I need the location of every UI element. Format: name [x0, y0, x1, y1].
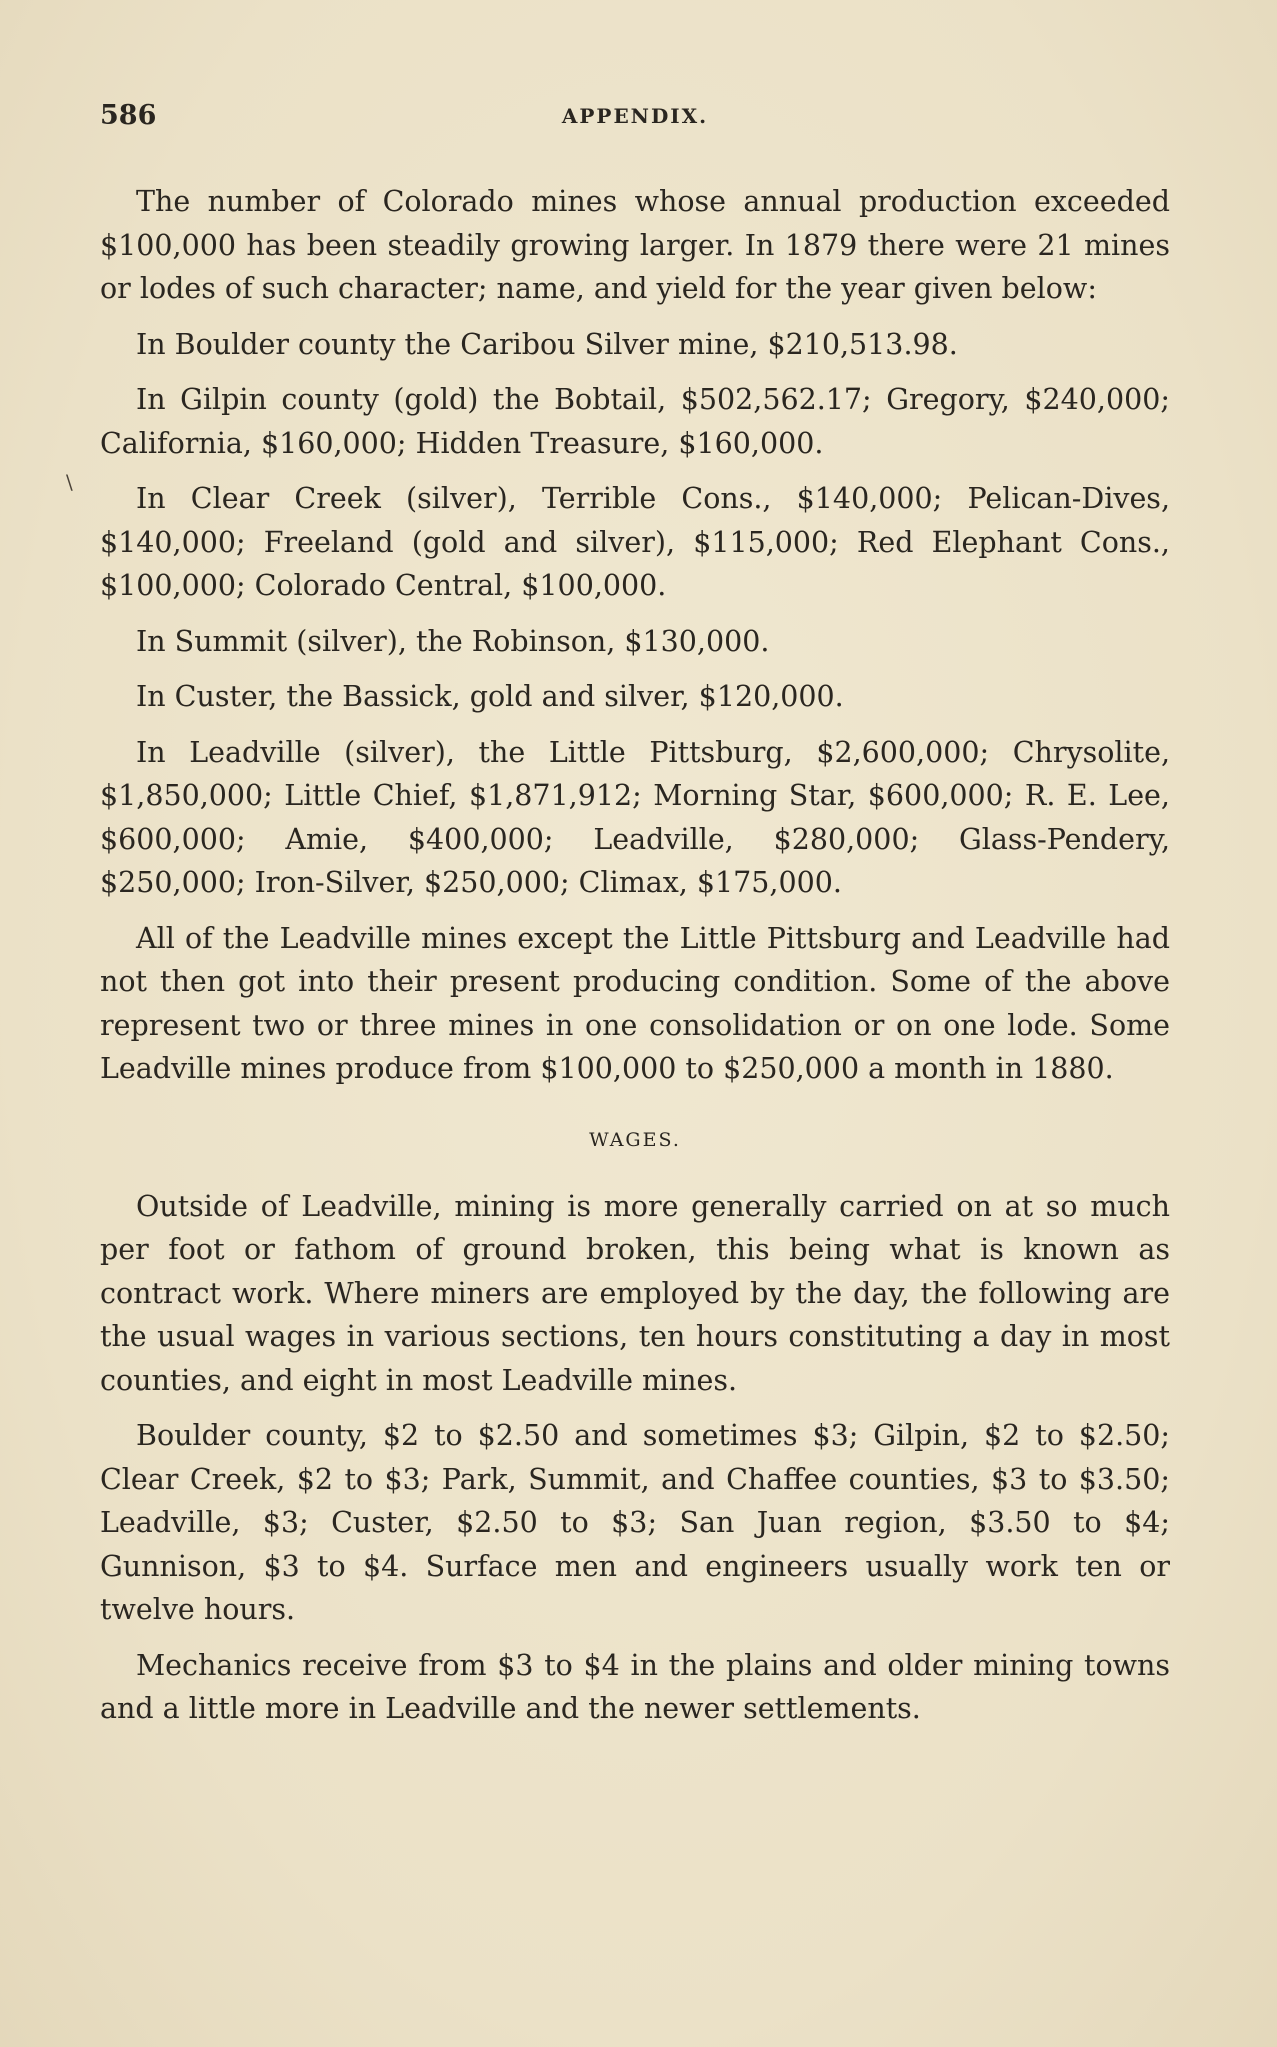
paragraph-custer: In Custer, the Bassick, gold and silver, $120,000. [136, 680, 844, 713]
page-header [100, 100, 1170, 140]
page-number: 586 [100, 100, 157, 131]
paragraph-clear-creek: In Clear Creek (silver), Terrible Cons., $140,000; Pelican-Dives, $140,000; Freeland (gold and silver), $115,000; Red Elephant Cons., $100,000; Colorado Central, $100,000. [100, 482, 1170, 602]
running-head: APPENDIX. [561, 104, 709, 128]
margin-mark: \ [66, 470, 73, 494]
paragraph-summit: In Summit (silver), the Robinson, $130,000. [136, 624, 770, 658]
paragraph-wages-intro: Outside of Leadville, mining is more generally carried on at so much per foot or fathom of ground broken, this being what is known as contract work. Where miners are employed by the day, the following are the usual wages in various sections, ten hours constituting a day in most counties, and eight in most Leadville mines. [100, 1189, 1170, 1397]
paragraph-leadville: In Leadville (silver), the Little Pittsburg, $2,600,000; Chrysolite, $1,850,000; Little Chief, $1,871,912; Morning Star, $600,000; R. E. Lee, $600,000; Amie, $400,000; Leadville, $280,000; Glass-Pendery, $250,000; Iron-Silver, $250,000; Climax, $175,000. [100, 735, 1170, 899]
paragraph-leadville-note: All of the Leadville mines except the Little Pittsburg and Leadville had not then got into their present producing condition. Some of the above represent two or three mines in one consolidation or on one lode. Some Leadville mines produce from $100,000 to $250,000 a month in 1880. [100, 921, 1170, 1085]
body-text [100, 180, 1170, 1743]
paragraph-intro: The number of Colorado mines whose annual production exceeded $100,000 has been steadily growing larger. In 1879 there were 21 mines or lodes of such character; name, and yield for the year given below: [100, 185, 1170, 305]
section-heading-wages: WAGES. [589, 1128, 681, 1151]
paragraph-mechanics: Mechanics receive from $3 to $4 in the plains and older mining towns and a little more in Leadville and the newer settlements. [100, 1648, 1170, 1725]
paragraph-wages-by-county: Boulder county, $2 to $2.50 and sometimes $3; Gilpin, $2 to $2.50; Clear Creek, $2 to $3; Park, Summit, and Chaffee counties, $3 to $3.50; Leadville, $3; Custer, $2.50 to $3; San Juan region, $3.50 to $4; Gunnison, $3 to $4. Surface men and engineers usually work ten or twelve hours. [100, 1419, 1170, 1626]
paragraph-boulder: In Boulder county the Caribou Silver mine, $210,513.98. [136, 327, 958, 361]
paragraph-gilpin: In Gilpin county (gold) the Bobtail, $502,562.17; Gregory, $240,000; California, $160,000; Hidden Treasure, $160,000. [100, 383, 1170, 460]
